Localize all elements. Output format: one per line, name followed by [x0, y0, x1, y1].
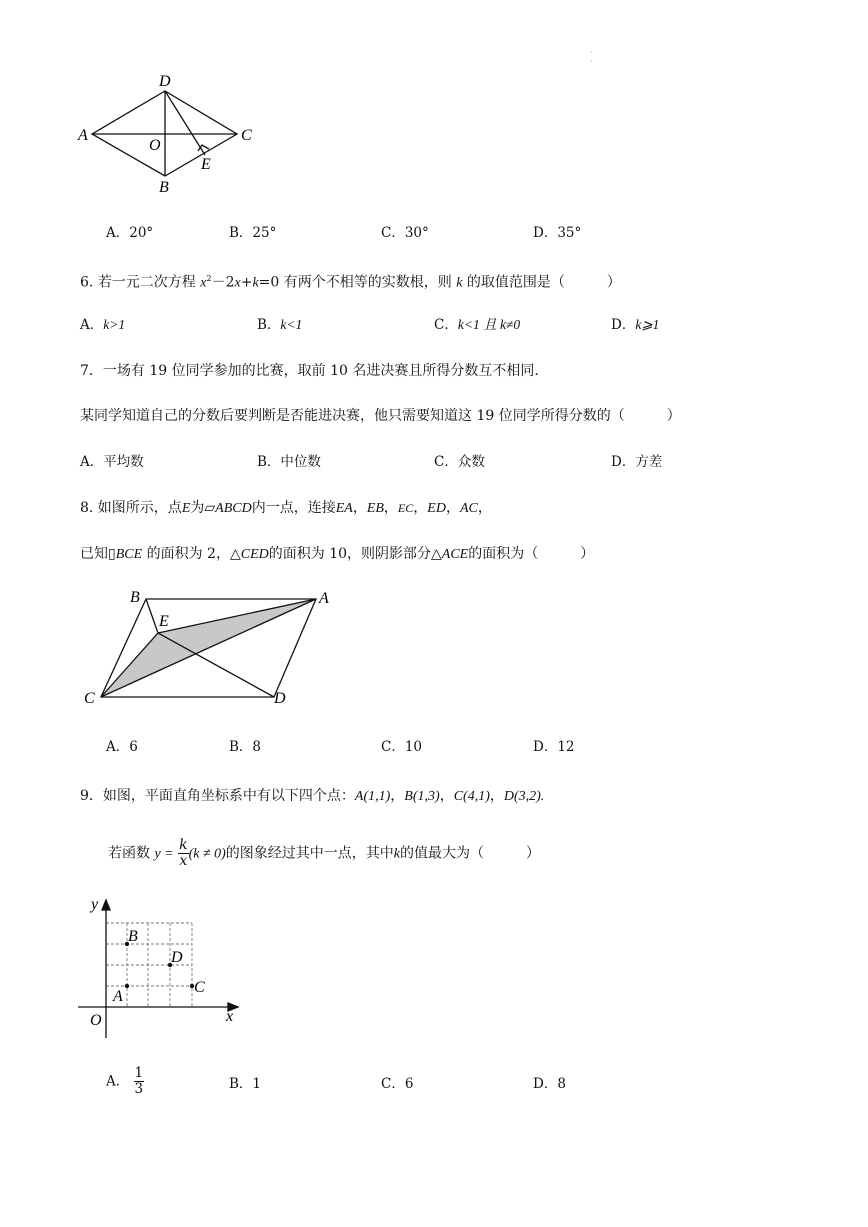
label-B: B — [128, 928, 138, 945]
q8-line1: 8. 如图所示，点E为▱ABCD内一点，连接EA，EB，EC，ED，AC， — [80, 500, 492, 516]
q6-eq-end: =0 — [258, 274, 280, 291]
q7-option-a: A．平均数 — [80, 454, 144, 470]
q9-option-d: D．8 — [533, 1076, 566, 1092]
q6-eq-plus: + — [240, 274, 253, 291]
q9-line1: 9．如图，平面直角坐标系中有以下四个点：A(1,1)，B(1,3)，C(4,1)，D(3,2). — [80, 788, 545, 804]
q5-option-b: B．25° — [229, 225, 277, 241]
q9-option-a: A． $\frac{1}{3}$ — [106, 1065, 144, 1097]
label-D: D — [159, 73, 171, 90]
label-A: A — [319, 590, 329, 607]
label-D: D — [171, 949, 183, 966]
q7-option-d: D．方差 — [611, 454, 663, 470]
fraction-k-over-x: $\frac{k}{x}$ — [179, 837, 188, 869]
label-x: x — [226, 1008, 234, 1025]
q6-option-b: B．k<1 — [257, 317, 303, 333]
q6-eq-exp: 2 — [206, 274, 212, 283]
label-A: A — [113, 988, 123, 1005]
q9-option-c: C．6 — [381, 1076, 414, 1092]
label-E: E — [201, 156, 211, 173]
q6-k-var: k — [456, 275, 463, 291]
q7-line2: 某同学知道自己的分数后要判断是否能进决赛，他只需要知道这 19 位同学所得分数的（ ） — [80, 408, 681, 424]
q6-text-before: 若一元二次方程 — [97, 274, 196, 291]
label-C: C — [84, 690, 95, 707]
q8-option-d: D．12 — [533, 739, 575, 755]
label-D: D — [274, 690, 286, 707]
q7-line1: 7．一场有 19 位同学参加的比赛，取前 10 名进决赛且所得分数互不相同. — [80, 363, 539, 379]
label-O: O — [149, 137, 161, 154]
q5-option-d: D．35° — [533, 225, 582, 241]
q6-number: 6. — [80, 274, 94, 291]
parallelogram-diagram — [78, 585, 348, 715]
q6-text-end: 的取值范围是（ ） — [466, 274, 621, 291]
q8-option-a: A．6 — [106, 739, 138, 755]
label-y: y — [91, 896, 99, 913]
rhombus-diagram — [70, 68, 270, 198]
q8-line2: 已知▯BCE 的面积为 2，△CED的面积为 10，则阴影部分△ACE的面积为（ ） — [80, 546, 595, 562]
q7-option-b: B．中位数 — [257, 454, 321, 470]
label-A: A — [78, 127, 88, 144]
q6-option-c: C．k<1 且 k≠0 — [434, 317, 521, 333]
label-C: C — [194, 979, 205, 996]
label-C: C — [241, 127, 252, 144]
label-E: E — [159, 613, 169, 630]
q6-stem — [80, 270, 621, 293]
q8-option-b: B．8 — [229, 739, 262, 755]
q9-option-b: B．1 — [229, 1076, 262, 1092]
q6-option-d: D．k⩾1 — [611, 317, 660, 333]
label-O: O — [90, 1012, 102, 1029]
label-B: B — [130, 589, 140, 606]
point-A — [125, 984, 129, 988]
q6-eq-x: x — [200, 275, 207, 291]
q5-option-a: A．20° — [106, 225, 154, 241]
corner-mark: · · — [590, 48, 593, 66]
q9-line2: 若函数 y = $\frac{k}{x}$ (k ≠ 0)的图象经过其中一点，其中k的值最大为（ ） — [108, 837, 541, 869]
q6-text-after: 有两个不相等的实数根，则 — [283, 274, 452, 291]
q6-eq-x2: x — [234, 275, 241, 291]
q5-option-c: C．30° — [381, 225, 429, 241]
q8-option-c: C．10 — [381, 739, 423, 755]
q6-eq-mid: －2 — [211, 274, 235, 291]
q6-option-a: A．k>1 — [80, 317, 126, 333]
q7-option-c: C．众数 — [434, 454, 485, 470]
q6-eq-k: k — [252, 275, 259, 291]
label-B: B — [159, 179, 169, 196]
coordinate-diagram — [74, 890, 254, 1040]
